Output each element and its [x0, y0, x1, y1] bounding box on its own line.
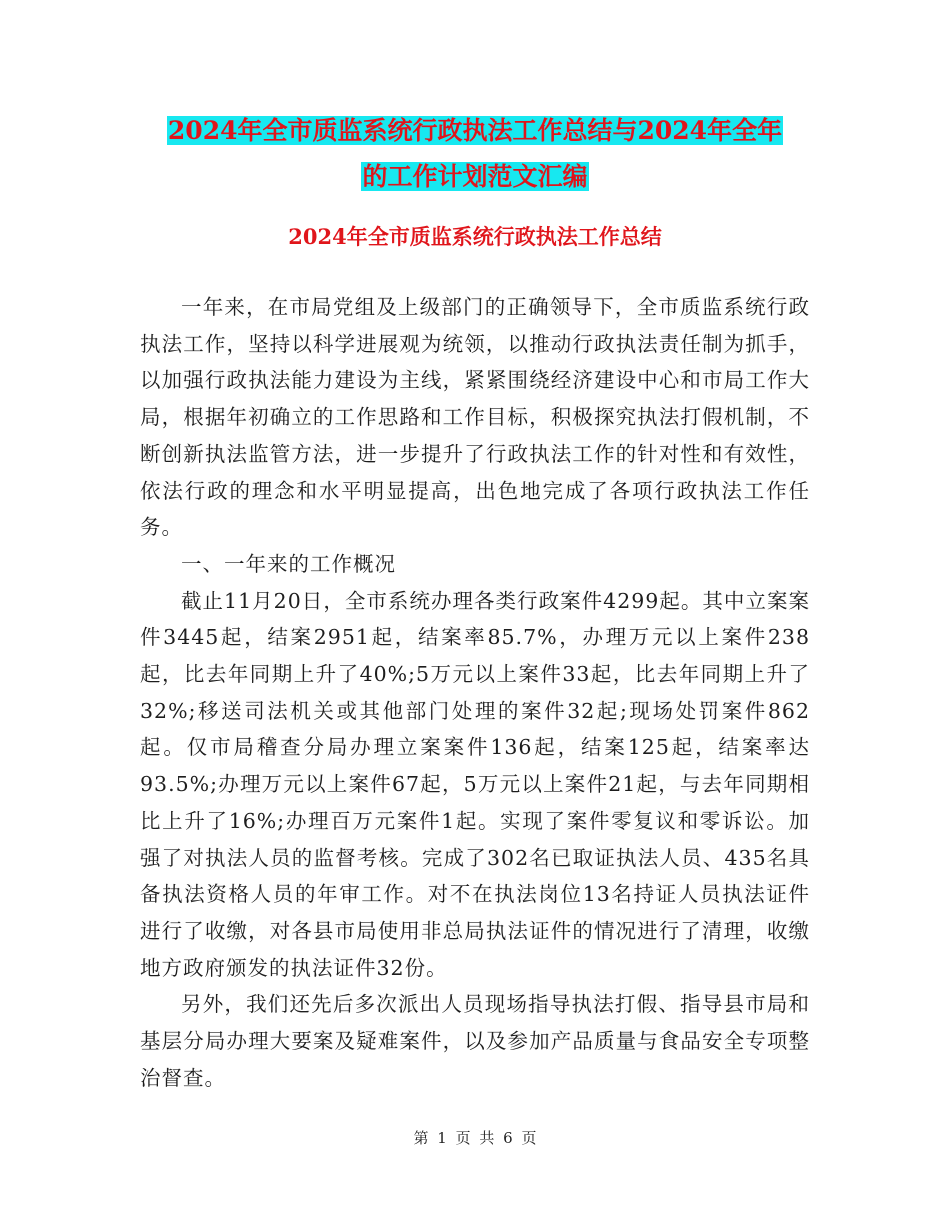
paragraph: 一年来，在市局党组及上级部门的正确领导下，全市质监系统行政执法工作，坚持以科学进展观为统领，以推动行政执法责任制为抓手，以加强行政执法能力建设为主线，紧紧围绕经济建设中心和市局工作大局，根据年初确立的工作思路和工作目标，积极探究执法打假机制，不断创新执法监管方法，进一步提升了行政执法工作的针对性和有效性，依法行政的理念和水平明显提高，出色地完成了各项行政执法工作任务。: [140, 295, 810, 540]
document-title-line1: 2024年全市质监系统行政执法工作总结与2024年全年: [167, 116, 783, 145]
page-footer: 第 1 页 共 6 页: [413, 1129, 537, 1147]
section-heading: 一、一年来的工作概况: [181, 551, 396, 576]
paragraph: 截止11月20日，全市系统办理各类行政案件4299起。其中立案案件3445起，结案2951起，结案率85.7%，办理万元以上案件238起，比去年同期上升了40%;5万元以上案件33起，比去年同期上升了32%;移送司法机关或其他部门处理的案件32起;现场处罚案件862起。仅市局稽查分局办理立案案件136起，结案125起，结案率达93.5%;办理万元以上案件67起，5万元以上案件21起，与去年同期相比上升了16%;办理百万元案件1起。实现了案件零复议和零诉讼。加强了对执法人员的监督考核。完成了302名已取证执法人员、435名具备执法资格人员的年审工作。对不在执法岗位13名持证人员执法证件进行了收缴，对各县市局使用非总局执法证件的情况进行了清理，收缴地方政府颁发的执法证件32份。: [140, 588, 810, 980]
section-title: 2024年全市质监系统行政执法工作总结: [288, 224, 662, 249]
document-title: [140, 108, 810, 200]
document-body: [140, 289, 810, 1096]
paragraph: 另外，我们还先后多次派出人员现场指导执法打假、指导县市局和基层分局办理大要案及疑难案件，以及参加产品质量与食品安全专项整治督查。: [140, 992, 810, 1090]
document-title-line2: 的工作计划范文汇编: [362, 162, 588, 191]
